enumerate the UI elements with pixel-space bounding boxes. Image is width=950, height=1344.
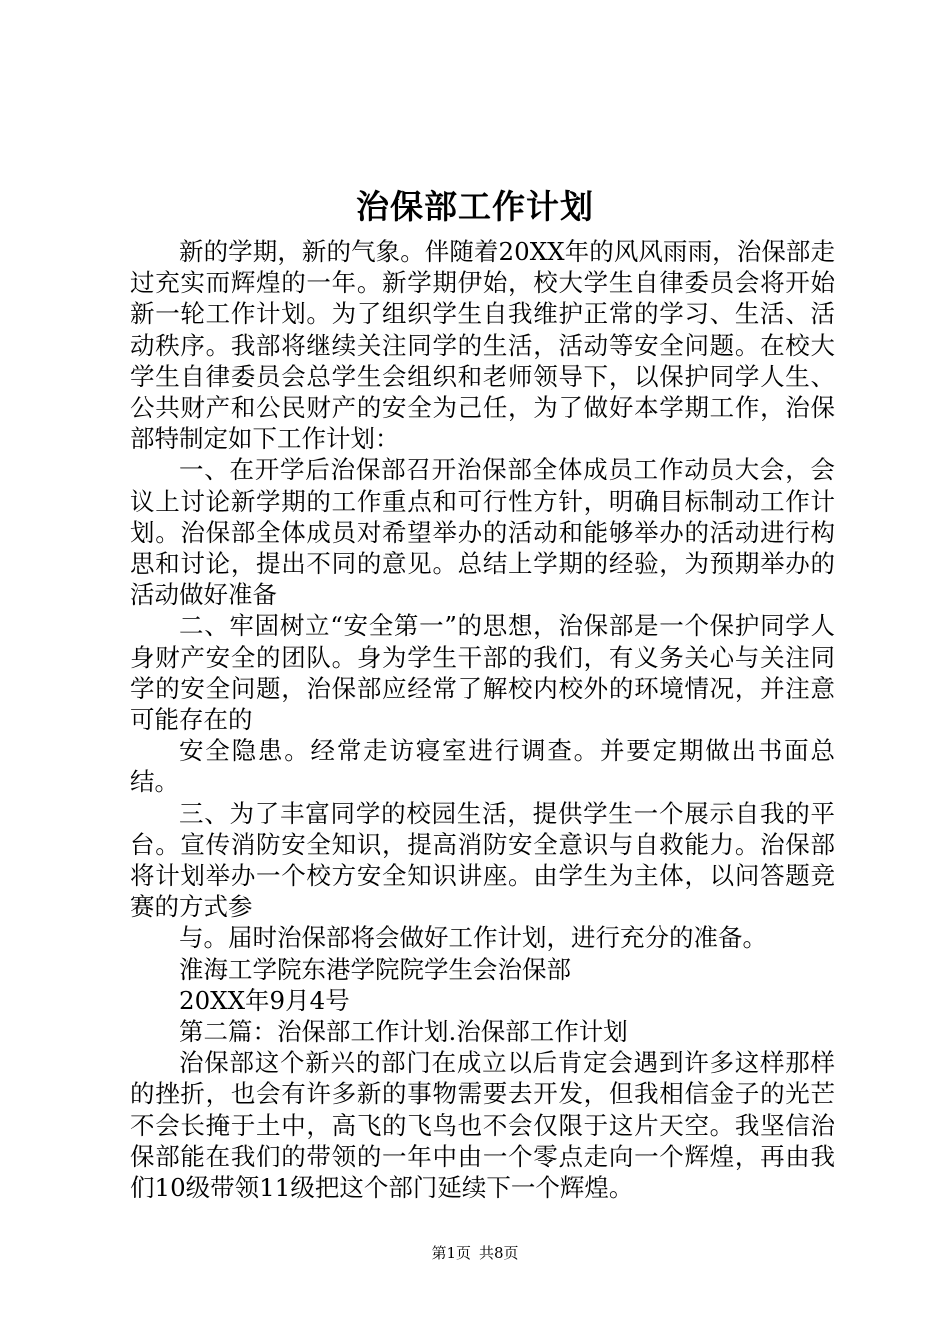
signature-date: 20XX年9月4号 xyxy=(179,985,350,1015)
second-article-heading: 第二篇：治保部工作计划.治保部工作计划 xyxy=(179,1017,628,1047)
paragraph-item-one: 一、在开学后治保部召开治保部全体成员工作动员大会，会议上讨论新学期的工作重点和可行性方针，明确目标制动工作计划。治保部全体成员对希望举办的活动和能够举办的活动进行构思和讨论，提出不同的意见。总结上学期的经验，为预期举办的活动做好准备 xyxy=(130,455,835,610)
paragraph-intro: 新的学期，新的气象。伴随着20XX年的风风雨雨，治保部走过充实而辉煌的一年。新学期伊始，校大学生自律委员会将开始新一轮工作计划。为了组织学生自我维护正常的学习、生活、活动秩序。我部将继续关注同学的生活，活动等安全问题。在校大学生自律委员会总学生会组织和老师领导下，以保护同学人生、公共财产和公民财产的安全为己任，为了做好本学期工作，治保部特制定如下工作计划： xyxy=(130,237,835,454)
paragraph-second-article: 治保部这个新兴的部门在成立以后肯定会遇到许多这样那样的挫折，也会有许多新的事物需要去开发，但我相信金子的光芒不会长掩于土中，高飞的飞鸟也不会仅限于这片天空。我坚信治保部能在我们的带领的一年中由一个零点走向一个辉煌，再由我们10级带领11级把这个部门延续下一个辉煌。 xyxy=(130,1048,835,1203)
page-footer xyxy=(0,1243,950,1263)
document-title: 治保部工作计划 xyxy=(356,187,594,226)
signature-organization: 淮海工学院东港学院院学生会治保部 xyxy=(179,954,571,984)
page-number-total: 共8页 xyxy=(479,1244,519,1262)
paragraph-item-three: 三、为了丰富同学的校园生活，提供学生一个展示自我的平台。宣传消防安全知识，提高消防安全意识与自救能力。治保部将计划举办一个校方安全知识讲座。由学生为主体，以问答题竞赛的方式参 xyxy=(130,798,835,922)
paragraph-item-three-continued: 与。届时治保部将会做好工作计划，进行充分的准备。 xyxy=(179,923,767,953)
page-number-current: 第1页 xyxy=(431,1244,471,1262)
paragraph-item-two-continued: 安全隐患。经常走访寝室进行调查。并要定期做出书面总结。 xyxy=(130,736,835,797)
document-body xyxy=(130,236,835,1203)
paragraph-item-two: 二、牢固树立“安全第一”的思想，治保部是一个保护同学人身财产安全的团队。身为学生干部的我们，有义务关心与关注同学的安全问题，治保部应经常了解校内校外的环境情况，并注意可能存在的 xyxy=(130,611,835,735)
